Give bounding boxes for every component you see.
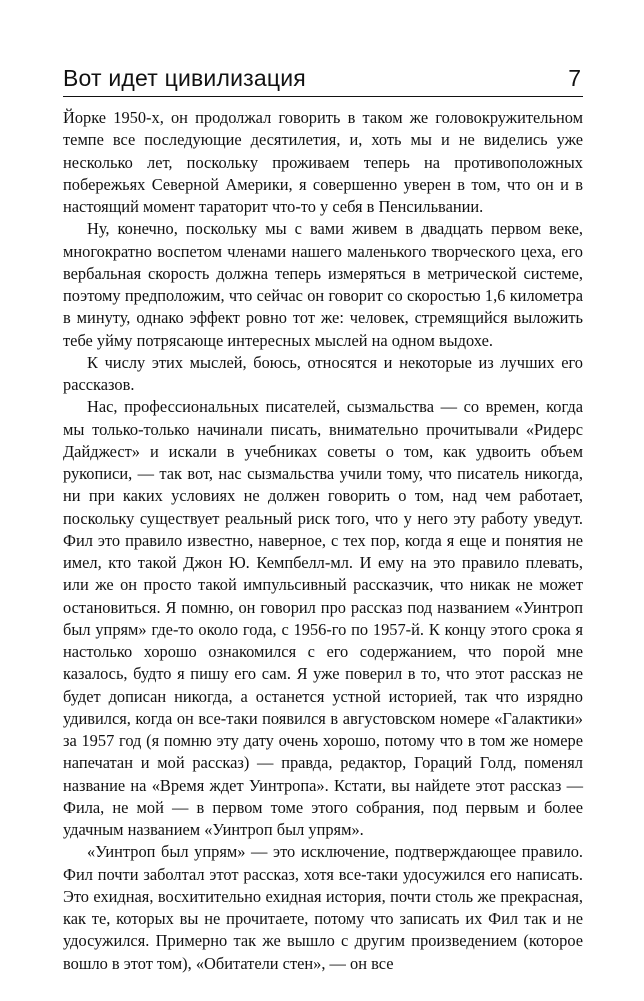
page-number: 7 — [568, 65, 581, 91]
running-head — [63, 56, 583, 97]
paragraph: «Уинтроп был упрям» — это исключение, подтверждающее правило. Фил почти заболтал этот рассказ, хотя все-таки удосужился его написать. Это ехидная, восхитительно ехидная история, почти столь же прекрасная, как те, которых вы не прочитаете, потому что записать их Фил так и не удосужился. Примерно так же вышло с другим произведением (которое вошло в этот том), «Обитатели стен», — он все — [63, 842, 583, 973]
paragraph: Нас, профессиональных писателей, сызмальства — со времен, когда мы только-только начинали писать, внимательно прочитывали «Ридерс Дайджест» и искали в учебниках советы о том, как удвоить объем рукописи, — так вот, нас сызмальства учили тому, что писатель никогда, ни при каких условиях не должен говорить о том, над чем работает, поскольку существует реальный риск того, что у него эту работу уведут. Фил это правило известно, наверное, с тех пор, когда я еще и понятия не имел, кто такой Джон Ю. Кемпбелл-мл. И ему на это правило плевать, или же он просто такой импульсивный рассказчик, что никак не может остановиться. Я помню, он говорил про рассказ под названием «Уинтроп был упрям» где-то около года, с 1956-го по 1957-й. К концу этого срока я настолько хорошо ознакомился с его содержанием, что порой мне казалось, будто я пишу его сам. Я уже поверил в то, что этот рассказ не будет дописан никогда, а останется устной историей, так что изрядно удивился, когда он все-таки появился в августовском номере «Галактики» за 1957 год (я помню эту дату очень хорошо, потому что в том же номере напечатан и мой рассказ) — правда, редактор, Гораций Голд, поменял название на «Время ждет Уинтропа». Кстати, вы найдете этот рассказ — Фила, не мой — в первом томе этого собрания, под первым и более удачным названием «Уинтроп был упрям». — [63, 397, 583, 839]
paragraph: Йорке 1950-х, он продолжал говорить в таком же головокружительном темпе все последующие десятилетия, и, хоть мы и не виделись уже несколько лет, поскольку проживаем теперь на противоположных побережьях Северной Америки, я совершенно уверен в том, что он и в настоящий момент тараторит что-то у себя в Пенсильвании. — [63, 108, 583, 216]
body-text — [63, 107, 583, 975]
paragraph: К числу этих мыслей, боюсь, относятся и некоторые из лучших его рассказов. — [63, 352, 583, 394]
paragraph: Ну, конечно, поскольку мы с вами живем в двадцать первом веке, многократно воспетом членами нашего маленького творческого цеха, его вербальная скорость должна теперь измеряться в метрической системе, поэтому предположим, что сейчас он говорит со скоростью 1,6 километра в минуту, однако эффект ровно тот же: человек, стремящийся выложить тебе уйму потрясающе интересных мыслей на одном выдохе. — [63, 219, 583, 350]
running-title: Вот идет цивилизация — [63, 65, 306, 91]
